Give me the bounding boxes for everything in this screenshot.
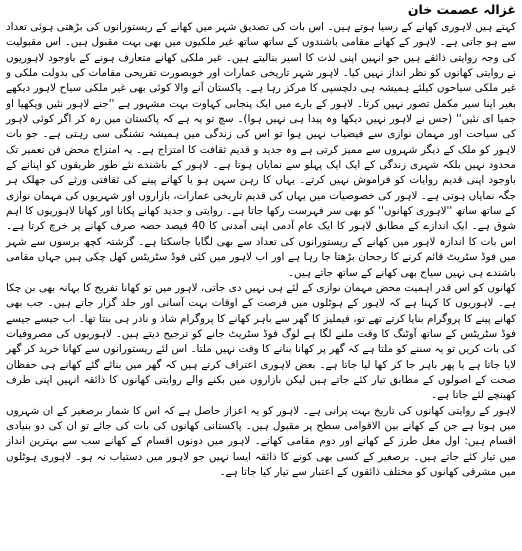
article-paragraph-3: لاہور کے روایتی کھانوں کی تاریخ بہت پرانی ہے۔ لاہور کو یہ اعزاز حاصل ہے کہ اس کا شمار برصغیر کے ان شہروں میں ہوتا ہے جن کے کھانے بین الاقوامی سطح پر مقبول ہیں۔ پاکستانی کھانوں کی بات کی جائے تو ان کی دو بنیادی اقسام ہیں: اول مغل طرز کے کھانے اور دوم مقامی کھانے۔ لاہور میں دونوں اقسام کے کھانے سب سے بہترین انداز میں تیار کئے جاتے ہیں۔ برصغیر کے کسی بھی کونے کا ذائقہ ایسا نہیں جو لاہور میں دستیاب نہ ہو۔ لاہوری ہوٹلوں میں مشرقی کھانوں کو مختلف ذائقوں کے اعتبار سے تیار کیا جاتا ہے۔ (6, 404, 516, 478)
article-paragraph-1: کہتے ہیں لاہوری کھانے کے رسیا ہوتے ہیں۔ اس بات کی تصدیق شہر میں کھانے کے ریستورانوں کی بڑھتی ہوئی تعداد سے ہو جاتی ہے۔ لاہور کے کھانے مقامی باشندوں کے ساتھ ساتھ غیر ملکیوں میں بھی بہت مقبول ہیں۔ اس مقبولیت کی وجہ روایتی ذائقے ہیں جو انہیں اپنی لذت کا اسیر بنالیتے ہیں۔ غیر ملکی کھانے متعارف ہونے کے باوجود لاہوریوں نے روایتی کھانوں کو نظر انداز نہیں کیا۔ لاہور شہر تاریخی عمارات اور خوبصورت تفریحی مقامات کی بدولت ملکی و غیر ملکی سیاحوں کیلئے ہمیشہ ہی دلچسپی کا مرکز رہا ہے۔ پاکستان آنے والا کوئی بھی غیر ملکی سیاح لاہور دیکھے بغیر اپنا سیر مکمل تصور نہیں کرتا۔ لاہور کے بارے میں ایک پنجابی کہاوت بہت مشہور ہے ''جنے لاہور نئیں ویکھیا او جمیا ای نئیں'' (جس نے لاہور نہیں دیکھا وہ پیدا ہی نہیں ہوا)۔ سچ تو یہ ہے کہ پاکستان میں رہ کر اگر کوئی لاہور کی سیاحت اور مہمان نوازی سے فیضیاب نہیں ہوا تو اس کی زندگی میں ہمیشہ تشنگی سی رہتی ہے۔ جو بات لاہور کو ملک کے دیگر شہروں سے ممیز کرتی ہے وہ جدید و قدیم ثقافت کا امتزاج ہے۔ یہ امتزاج محض فن تعمیر تک محدود نہیں بلکہ شہری زندگی کے ایک ایک پہلو سے نمایاں ہوتا ہے۔ لاہور کے باشندے نئے طور طریقوں کو اپنانے کے باوجود اپنی قدیم روایات کو فراموش نہیں کرتے۔ یہاں کا رہن سہن ہو یا کھانے پینے کی ثقافتی ورثے کی جھلک ہر جگہ نمایاں ہوتی ہے۔ لاہور کی خصوصیات میں یہاں کی قدیم تاریخی عمارات، بازاروں اور شہریوں کی مہمان نوازی کے ساتھ ساتھ ''لاہوری کھانوں'' کو بھی سر فہرست رکھا جاتا ہے۔ روایتی و جدید کھانے پکانا اور کھانا لاہوریوں کا اہم شوق ہے۔ ایک اندازے کے مطابق لاہور کا ایک عام آدمی اپنی آمدنی کا 40 فیصد حصہ صرف کھانے پر خرچ کرتا ہے۔ اس بات کا اندازہ لاہور میں کھانے کے ریستورانوں کی تعداد سے بھی لگایا جاسکتا ہے۔ گزشتہ کچھ برسوں سے شہر میں فوڈ سٹریٹ قائم کرنے کا رجحان بڑھتا جا رہا ہے اور اب لاہور میں کئی فوڈ سٹریٹس کھل چکی ہیں جہاں مقامی باشندے ہی نہیں سیاح بھی کھانے کے ساتھ جاتے ہیں۔ (6, 21, 516, 279)
author-byline: غزالہ عصمت خان (407, 2, 516, 17)
article-paragraph-2: کھانوں کو اس قدر اہمیت محض مہمان نوازی کے لئے ہی نہیں دی جاتی، لاہور میں تو کھانا تفریح کا بہانہ بھی بن چکا ہے۔ لاہوریوں کا کہنا ہے کہ لاہور کے ہوٹلوں میں فرصت کے اوقات بہت آسانی اور جلد گزار جاتے ہیں۔ جب بھی کھانے پینے کا پروگرام بنایا کرتے تھے تو، فیملیز کا گھر سے باہر کھانے کا پروگرام شاذ و نادر ہی بنتا تھا۔ اب جیسے جیسے فوڈ سٹریٹس کے ساتھ آوٹنگ کا وقت ملنے لگا ہے لوگ فوڈ سٹریٹ جانے کو ترجیح دیتے ہیں۔ لاہوریوں کی مصروفیات کی بات کریں تو یہ سننے کو ملتا ہے کہ گھر پر کھانا بنانے کا وقت نہیں ملتا۔ اس لئے ریستورانوں سے کھانا خرید کر گھر لایا جاتا ہے یا پھر باہر جا کر کھا لیا جاتا ہے۔ بعض لاہوری اعتراف کرتے ہیں کہ گھر میں بنائے گئے کھانے ہی حفظان صحت کے اصولوں کے مطابق تیار کئے جاتے ہیں لیکن بازاروں میں بکنے والے روایتی کھانوں کا ذائقہ انہیں اپنی طرف کھینچے لئے جاتا ہے۔ (6, 281, 516, 402)
